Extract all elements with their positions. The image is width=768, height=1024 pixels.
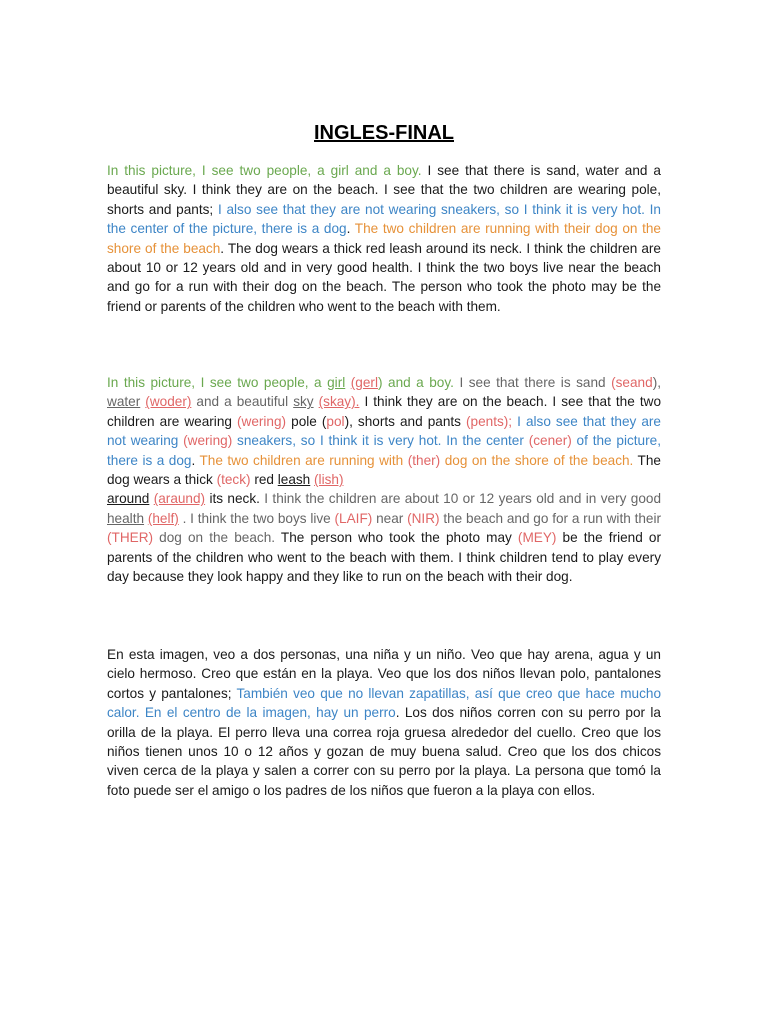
- text-segment: . Los dos niños corren con su perro por la orilla de la playa. El perro lleva una correa roja gruesa alrededor del cuello. Creo que los niños tienen unos 10 o 12 años y gozan de muy buena salud. Creo que los dos chicos viven cerca de la playa y salen a correr con su perro por la playa. La persona que tomó la foto puede ser el amigo o los padres de los niños que fueron a la playa con ellos.: [107, 705, 661, 798]
- pronunciation-note: (seand: [611, 375, 653, 390]
- text-segment: I also see that they are not wearing: [107, 413, 661, 449]
- pronunciation-note: (MEY): [517, 530, 557, 546]
- text-segment: The two children are running with their dog on the shore of the beach: [107, 221, 661, 256]
- text-segment: . I think the two boys live: [178, 510, 335, 526]
- text-segment: red: [250, 472, 278, 488]
- pronunciation-note: (cener): [528, 433, 572, 449]
- underlined-word: sky: [293, 394, 314, 410]
- pronunciation-note: (LAIF): [334, 510, 373, 526]
- pronunciation-note: (THER): [107, 530, 154, 546]
- pronunciation-note: (woder): [145, 394, 192, 410]
- text-segment: I think they are on the beach. I see that the two children are wearing: [107, 394, 661, 429]
- text-segment: In the center of the picture, there is a dog: [107, 201, 661, 237]
- text-segment: En esta imagen, veo a dos personas, una niña y un niño. Veo que hay arena, agua y un cielo hermoso. Creo que están en la playa. Veo que los dos niños llevan polo, pantalones cortos y pantalones;: [107, 647, 661, 701]
- paragraph-pronunciation-notes: [107, 373, 661, 586]
- underlined-word: water: [107, 394, 141, 410]
- text-segment: dog on the beach.: [153, 530, 276, 546]
- pronunciation-note: (lish): [314, 472, 344, 488]
- text-segment: ): [344, 413, 350, 429]
- text-segment: ): [377, 375, 383, 390]
- pronunciation-note: (wering): [183, 433, 233, 449]
- pronunciation-note: (gerl: [350, 375, 378, 390]
- pronunciation-note: pol: [326, 413, 345, 429]
- pronunciation-note: (teck): [216, 472, 251, 488]
- text-segment: In this picture, I see two people, a girl and a boy.: [107, 163, 422, 178]
- text-segment: The two children are running with: [199, 452, 408, 468]
- pronunciation-note: (NIR): [407, 510, 440, 526]
- text-segment: The dog wears a thick: [107, 452, 661, 488]
- text-segment: .: [191, 452, 200, 468]
- text-segment: be the friend or parents of the children who went to the beach with them. I think children tend to play every day because they look happy and they like to run on the beach with their dog.: [107, 530, 662, 585]
- text-segment: También veo que no llevan zapatillas, así que creo que hace mucho calor. En el centro de la imagen, hay un perro: [107, 685, 662, 721]
- underlined-word: girl: [327, 375, 346, 390]
- pronunciation-note: (wering): [236, 413, 287, 429]
- text-segment: In this picture, I see two people, a: [107, 375, 328, 390]
- underlined-word: around: [107, 491, 150, 507]
- text-segment: I think the children are about 10 or 12 years old and in very good: [259, 491, 662, 507]
- pronunciation-note: (helf): [147, 510, 179, 526]
- text-segment: the beach and go for a run with their: [439, 510, 662, 526]
- text-segment: of the picture, there is a dog: [107, 433, 661, 468]
- document-title: INGLES-FINAL: [314, 122, 454, 144]
- pronunciation-note: (ther): [407, 452, 441, 468]
- text-segment: ),: [652, 375, 661, 390]
- text-segment: (: [321, 413, 327, 429]
- underlined-word: leash: [277, 472, 311, 488]
- text-segment: pole: [286, 413, 322, 429]
- text-segment: its neck.: [205, 491, 260, 507]
- text-segment: I also see that they are not wearing sneakers, so I think it is very hot.: [217, 201, 645, 217]
- text-segment: and a boy.: [382, 375, 454, 390]
- text-segment: I see that there is sand: [453, 375, 612, 390]
- text-segment: dog on the shore of the beach.: [440, 452, 634, 468]
- text-segment: sneakers, so I think it is very hot. In the center: [232, 433, 529, 449]
- paragraph-english-summary: [107, 161, 661, 316]
- text-segment: . The dog wears a thick red leash around its neck. I think the children are about 10 or 12 years old and in very good health. I think the two boys live near the beach and go for a run with their dog on the beach. The person who took the photo may be the friend or parents of the children who went to the beach with them.: [107, 240, 661, 314]
- text-segment: The person who took the photo may: [275, 530, 518, 546]
- text-segment: I see that there is sand, water and a beautiful sky. I think they are on the beach. I see that the two children are wearing pole, shorts and pants;: [107, 163, 661, 217]
- underlined-word: health: [107, 510, 145, 526]
- pronunciation-note: (araund): [153, 491, 206, 507]
- text-segment: near: [372, 510, 408, 526]
- text-segment: .: [346, 221, 355, 237]
- paragraph-spanish-translation: [107, 645, 661, 800]
- pronunciation-note: (pents);: [466, 413, 513, 429]
- pronunciation-note: (skay).: [318, 394, 360, 410]
- text-segment: and a beautiful: [191, 394, 294, 410]
- text-segment: , shorts and pants: [349, 413, 466, 429]
